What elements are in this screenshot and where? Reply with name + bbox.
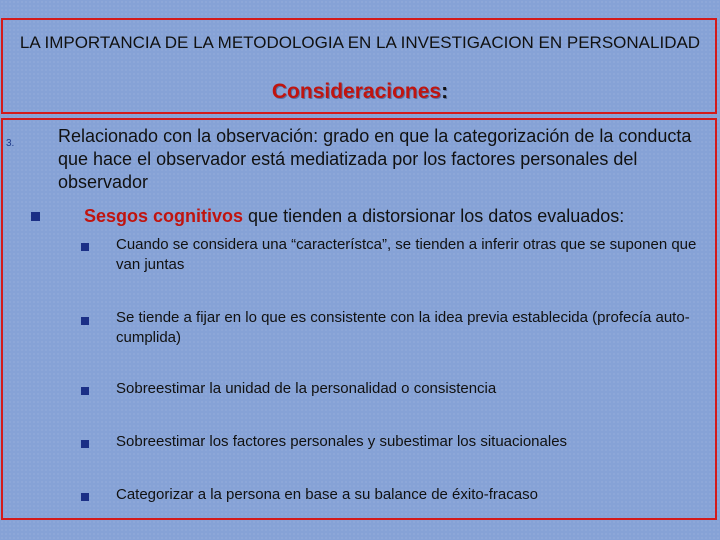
subpoint-highlight: Sesgos cognitivos — [84, 206, 244, 226]
point-text: Relacionado con la observación: grado en que la categorización de la conducta que hace el observador está mediatizada por los factores personales del observador — [58, 126, 692, 192]
item-bullet-icon — [81, 440, 89, 448]
list-item: Sobreestimar los factores personales y subestimar los situacionales — [116, 433, 568, 450]
subtitle-colon: : — [441, 80, 449, 103]
list-item: Sobreestimar la unidad de la personalidad o consistencia — [116, 380, 497, 397]
item-bullet-icon — [81, 317, 89, 325]
slide-title: LA IMPORTANCIA DE LA METODOLOGIA EN LA INVESTIGACION EN PERSONALIDAD — [19, 33, 701, 52]
subpoint-bullet-icon — [31, 212, 40, 221]
subpoint-rest: que tienden a distorsionar los datos evaluados: — [243, 206, 625, 226]
point-number: 3. — [6, 138, 15, 149]
item-bullet-icon — [81, 493, 89, 501]
list-item: Se tiende a fijar en lo que es consistente con la idea previa establecida (profecía auto-cumplida) — [116, 309, 690, 346]
item-bullet-icon — [81, 243, 89, 251]
slide-subtitle — [0, 80, 720, 104]
list-item: Categorizar a la persona en base a su balance de éxito-fracaso — [116, 486, 538, 503]
list-item: Cuando se considera una “característca”, se tienden a inferir otras que se suponen que van juntas — [116, 236, 697, 273]
subpoint-text — [84, 205, 704, 228]
item-bullet-icon — [81, 387, 89, 395]
subtitle-word: Consideraciones — [271, 80, 442, 103]
